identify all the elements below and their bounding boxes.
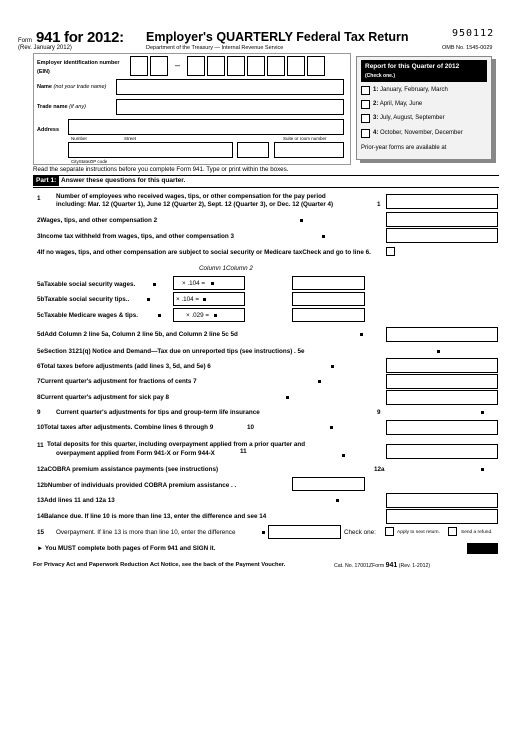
line-5b-dot [147,298,150,301]
line-6-dot [331,365,334,368]
ein-digit-5[interactable] [227,56,245,76]
line-5c-text: 5cTaxable Medicare wages & tips. [37,312,139,319]
send-refund-checkbox[interactable] [448,527,457,536]
revision-date: (Rev. January 2012) [18,45,72,51]
line-11-field[interactable] [386,444,498,459]
line-5a-multiplier: × .104 = [182,280,206,287]
prior-year-note: Prior-year forms are available at [361,145,447,151]
line-10-ref: 10 [247,424,255,431]
ein-dash: – [175,60,181,70]
line-8-dot [286,396,289,399]
line-10-field[interactable] [386,420,498,435]
address-label: Address [37,127,60,133]
line-5c-col1-dot [214,314,217,317]
quarter-4-text: October, November, December [380,130,463,136]
city-field[interactable] [68,142,233,158]
quarter-2-checkbox[interactable] [361,100,370,109]
line-3-dot [322,235,325,238]
trade-label-wrap [37,104,86,110]
line-9-dot [481,411,484,414]
line-5c-multiplier: × .029 = [186,312,210,319]
line-1-text-b: including: Mar. 12 (Quarter 1), June 12 (Quarter 2), Sept. 12 (Quarter 3), or Dec. 12 (Quarter 4) [56,201,334,208]
line-10-dot [330,426,333,429]
line-12a-dot [481,468,484,471]
quarter-title: Report for this Quarter of 2012 [365,63,460,70]
quarter-3-label [373,115,445,121]
city-label: City [71,159,79,164]
quarter-4-num: 4: [373,130,379,136]
part1-rule [33,175,499,176]
ein-label: Employer identification number [37,60,120,66]
trade-name-hint: (if any) [69,104,86,110]
number-label: Number [71,136,88,141]
line-4-text: 4If no wages, tips, and other compensation are subject to social security or Medicare taxCheck and go to line 6. [37,249,371,256]
quarter-4-label [373,130,463,136]
line-9-text: Current quarter's adjustments for tips and group-term life insurance [56,409,260,416]
trade-name-label: Trade name [37,104,68,110]
ein-digit-8[interactable] [287,56,305,76]
line-10-text: 10Total taxes after adjustments. Combine lines 6 through 9 [37,424,214,431]
line-7-text: 7Current quarter's adjustment for fractions of cents 7 [37,378,197,385]
name-label-wrap [37,84,106,90]
line-5c-col2[interactable] [292,308,365,322]
line-15-text: Overpayment. If line 13 is more than line 10, enter the difference [56,529,236,536]
line-9-ref: 9 [377,409,381,416]
line-13-dot [336,499,339,502]
ein-digit-7[interactable] [267,56,285,76]
line-6-field[interactable] [386,358,498,373]
line-7-dot [318,380,321,383]
ein-digit-9[interactable] [307,56,325,76]
department: Department of the Treasury — Internal Revenue Service [146,45,284,51]
line-14-field[interactable] [386,509,498,524]
line-3-field[interactable] [386,228,498,243]
trade-name-field[interactable] [116,99,344,115]
line-1-number: 1 [37,195,41,202]
footer-form-number: 941 [385,562,398,569]
quarter-3-text: July, August, September [380,115,445,121]
apply-next-label: Apply to next return. [397,530,440,535]
line-5c-dot [158,314,161,317]
line-11-text-b: overpayment applied from Form 941-X or Form 944-X [56,450,215,457]
form-number: 941 for 2012: [36,29,124,46]
line-5b-col1-dot [203,298,206,301]
line-11-dot [342,454,345,457]
quarter-1-num: 1: [373,87,379,93]
quarter-subtitle: (Check one.) [365,73,396,79]
quarter-1-text: January, February, March [380,87,448,93]
line-2-dot [300,219,303,222]
quarter-2-label [373,101,422,107]
line-13-field[interactable] [386,493,498,508]
apply-next-checkbox[interactable] [385,527,394,536]
line-1-text-a: Number of employees who received wages, tips, or other compensation for the pay period [56,193,326,200]
column-headings: Column 1Column 2 [199,265,253,272]
line-12b-field[interactable] [292,477,365,491]
quarter-1-label [373,87,448,93]
form-word: Form [18,38,32,44]
line-12a-ref: 12a [374,466,385,473]
line-5a-col2[interactable] [292,276,365,290]
line-9-number: 9 [37,409,41,416]
quarter-3-num: 3: [373,115,379,121]
line-11-number: 11 [37,442,44,449]
part1-tag: Part 1: [33,176,59,186]
part1-title: Answer these questions for this quarter. [61,177,186,184]
ein-digit-3[interactable] [187,56,205,76]
line-5a-text: 5aTaxable social security wages. [37,281,136,288]
part1-rule-bottom [33,187,499,188]
line-12a-text: 12aCOBRA premium assistance payments (see instructions) [37,466,219,473]
line-5a-col1-dot [211,282,214,285]
address-street-field[interactable] [68,119,344,135]
line-7-field[interactable] [386,374,498,389]
ein-digit-1[interactable] [130,56,148,76]
line-5d-dot [360,333,363,336]
name-field[interactable] [116,79,344,95]
state-field[interactable] [237,142,269,158]
name-hint: (not your trade name) [53,84,107,90]
line-15-dot [262,531,265,534]
line-13-text: 13Add lines 11 and 12a 13 [37,497,115,504]
line-5a-dot [153,283,156,286]
line-5e-text: 5eSection 3121(q) Notice and Demand—Tax due on unreported tips (see instructions) . 5e [37,348,305,355]
ein-digit-6[interactable] [247,56,265,76]
line-14-text: 14Balance due. If line 10 is more than line 13, enter the difference and see 14 [37,513,267,520]
quarter-2-num: 2: [373,101,379,107]
footer-revision: (Rev. 1-2012) [398,563,431,569]
line-8-field[interactable] [386,390,498,405]
omb-number: OMB No. 1545-0029 [442,45,493,51]
ein-label-abbr: (EIN) [37,69,50,75]
quarter-3-checkbox[interactable] [361,114,370,123]
ein-digit-4[interactable] [207,56,225,76]
must-complete-notice: ► You MUST complete both pages of Form 941 and SIGN it. [37,545,216,552]
check-one-label: Check one: [344,529,376,536]
line-5d-field[interactable] [386,327,498,342]
quarter-4-checkbox[interactable] [361,129,370,138]
line-5b-multiplier: × .104 = [176,296,200,303]
city-state-zip-labels [71,159,107,164]
line-6-text: 6Total taxes before adjustments (add lines 3, 5d, and 5e) 6 [37,363,211,370]
line-8-text: 8Current quarter's adjustment for sick pay 8 [37,394,170,401]
instructions-line: Read the separate instructions before you complete Form 941. Type or print within the boxes. [33,166,289,173]
line-15-field[interactable] [268,525,341,539]
line-5e-dot [437,350,440,353]
line-3-text: 3Income tax withheld from wages, tips, and other compensation 3 [37,233,234,240]
line-11-text-a: Total deposits for this quarter, including overpayment applied from a prior quarter and [47,441,306,448]
quarter-1-checkbox[interactable] [361,86,370,95]
zip-field[interactable] [274,142,344,158]
name-label: Name [37,84,52,90]
line-4-checkbox[interactable] [386,247,395,256]
line-2-text: 2Wages, tips, and other compensation 2 [37,217,158,224]
state-label: State [78,159,90,164]
line-1-field[interactable] [386,194,498,209]
line-11-ref: 11 [240,448,247,455]
footer-form-ref [334,562,430,569]
street-label: Street [124,136,137,141]
line-5b-text: 5bTaxable social security tips.. [37,296,130,303]
privacy-notice: For Privacy Act and Paperwork Reduction Act Notice, see the back of the Payment Voucher. [33,562,286,568]
line-2-field[interactable] [386,212,498,227]
line-1-ref: 1 [377,201,381,208]
zip-label: ZIP code [89,159,108,164]
send-refund-label: Send a refund. [461,530,493,535]
ein-digit-2[interactable] [150,56,168,76]
next-page-arrow-box [467,543,498,554]
footer-form-word: Form [372,563,385,569]
suite-label: Suite or room number [283,136,327,141]
catalog-number: Cat. No. 17001Z [334,563,373,569]
line-15-number: 15 [37,529,45,536]
line-12b-text: 12bNumber of individuals provided COBRA premium assistance . . [37,482,237,489]
line-5b-col2[interactable] [292,292,365,306]
quarter-2-text: April, May, June [379,101,423,107]
form-code: 950112 [452,28,495,39]
line-5d-text: 5dAdd Column 2 line 5a, Column 2 line 5b, and Column 2 line 5c 5d [37,331,238,338]
form-title: Employer's QUARTERLY Federal Tax Return [146,30,409,44]
